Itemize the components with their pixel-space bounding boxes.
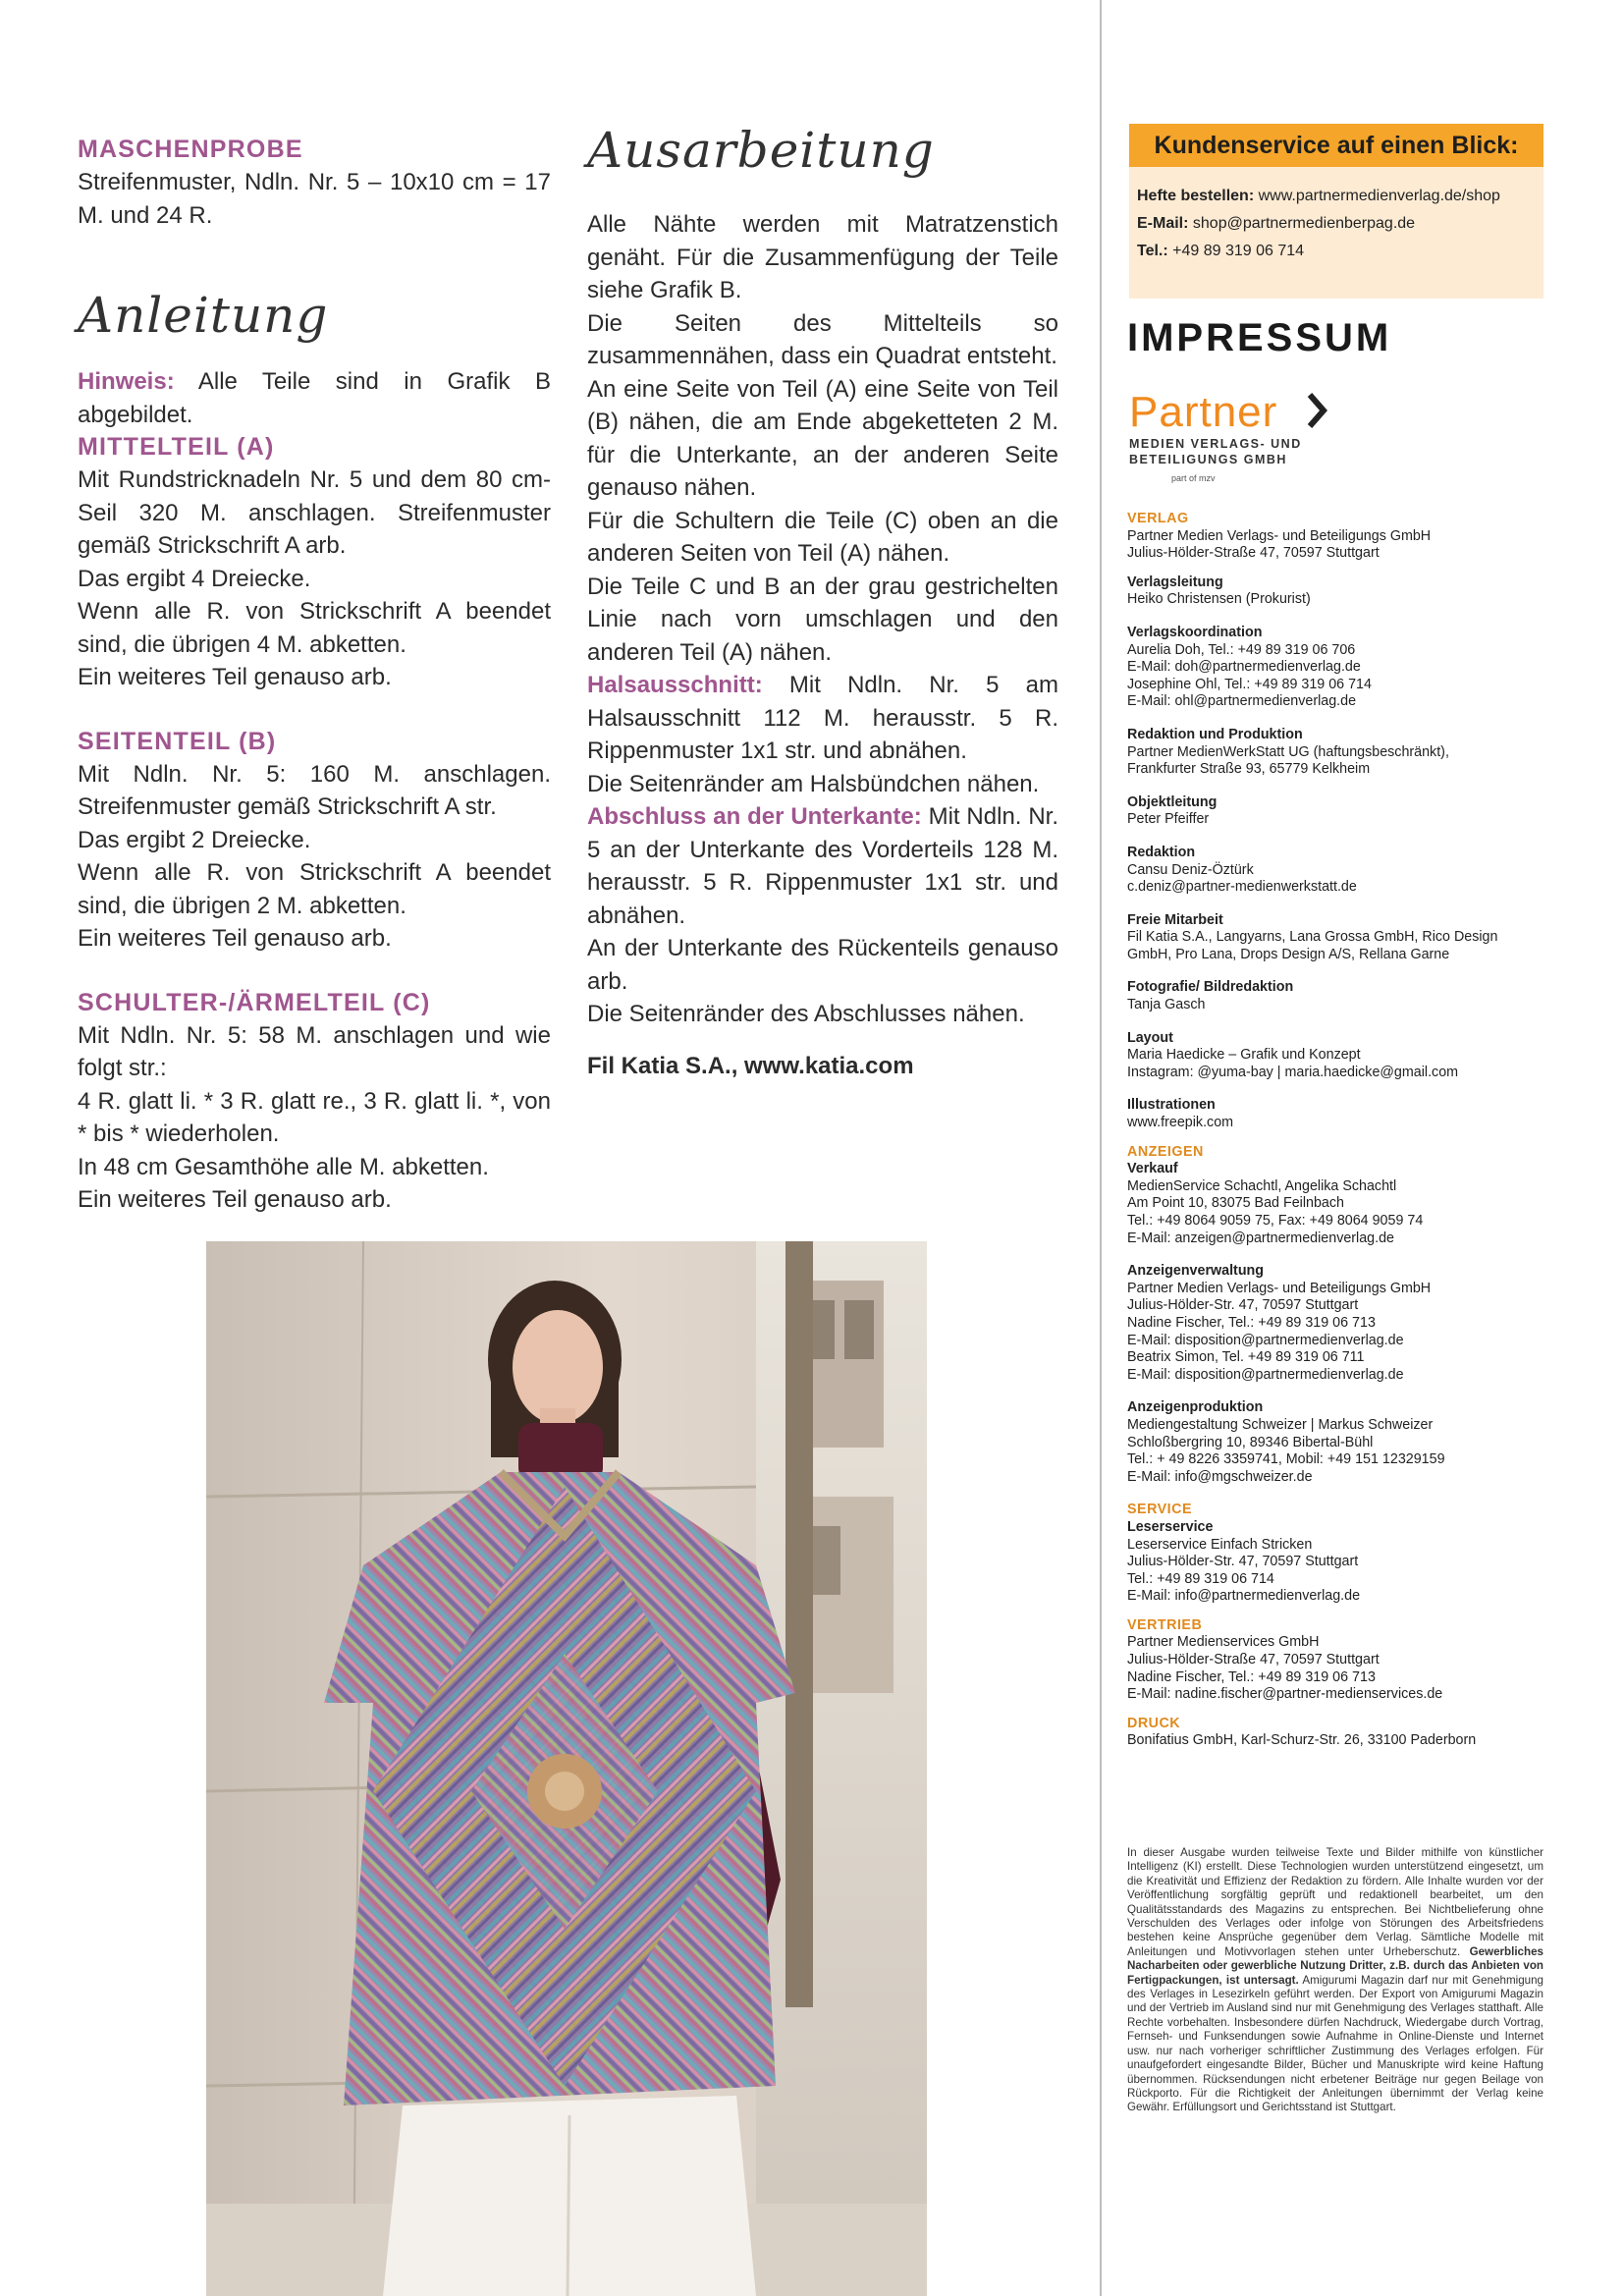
hinweis-text: Alle Teile sind in Grafik B abgebildet.: [78, 368, 551, 428]
impressum-line: E-Mail: disposition@partnermedienverlag.de: [1127, 1332, 1404, 1348]
schulter-line: 4 R. glatt li. * 3 R. glatt re., 3 R. glatt li. *, von * bis * wiederholen.: [78, 1087, 551, 1147]
seitenteil-heading: SEITENTEIL (B): [78, 727, 277, 755]
kundenservice-line-shop: [1137, 183, 1543, 210]
impressum-line: E-Mail: anzeigen@partnermedienverlag.de: [1127, 1230, 1395, 1246]
impressum-verlag: [1127, 511, 1543, 563]
logo-tag: part of mzv: [1171, 473, 1216, 483]
schulter-line: Ein weiteres Teil genauso arb.: [78, 1186, 392, 1213]
mittelteil-body: [78, 464, 551, 694]
impressum-label: Anzeigenproduktion: [1127, 1399, 1264, 1416]
seitenteil-line: Wenn alle R. von Strickschrift A beendet sind, die übrigen 2 M. abketten.: [78, 859, 551, 919]
impressum-line: Nadine Fischer, Tel.: +49 89 319 06 713: [1127, 1668, 1376, 1685]
impressum-line: Partner Medien Verlags- und Beteiligungs GmbH: [1127, 1280, 1432, 1296]
kundenservice-line-phone: [1137, 238, 1543, 265]
impressum-line: Julius-Hölder-Str. 47, 70597 Stuttgart: [1127, 1554, 1359, 1570]
impressum-line: E-Mail: info@partnermedienverlag.de: [1127, 1588, 1361, 1605]
mittelteil-line: Mit Rundstricknadeln Nr. 5 und dem 80 cm-Seil 320 M. anschlagen. Streifenmuster gemäß Strickschrift A arb.: [78, 466, 551, 559]
disclaimer-text: Amigurumi Magazin darf nur mit Genehmigung des Verlages in Lesezirkeln geführt werden. Der Export von Amigurumi Magazin und der Vertrieb im Ausland sind nur mit Genehmigung des Verlages statthaft. Alle Rechte vorbehalten. Insbesondere dürfen Nachdruck, Wiedergabe durch Vortrag, Fernseh- und Funksendungen sowie Aufnahme in Online-Dienste und Internet usw. nur nach vorheriger schriftlicher Zustimmung des Verlages erfolgen. Für unaufgefordert eingesandte Bilder, Bücher und Manuskripte wird keine Haftung übernommen. Rücksendungen nicht erbetener Beiträge nur gegen Beilage von Rückporto. Für die Richtigkeit der Anleitungen übernimmt der Verlag keine Gewähr. Erfüllungsort und Gerichtsstand ist Stuttgart.: [1127, 1973, 1543, 2114]
impressum-label: Anzeigenverwaltung: [1127, 1263, 1265, 1280]
impressum-line: MedienService Schachtl, Angelika Schachtl: [1127, 1177, 1397, 1194]
impressum-line: Frankfurter Straße 93, 65779 Kelkheim: [1127, 761, 1371, 778]
impressum-line: Aurelia Doh, Tel.: +49 89 319 06 706: [1127, 641, 1356, 658]
impressum-line: Bonifatius GmbH, Karl-Schurz-Str. 26, 33100 Paderborn: [1127, 1732, 1477, 1749]
impressum-line: Tel.: +49 8064 9059 75, Fax: +49 8064 9059 74: [1127, 1213, 1424, 1229]
impressum-line: Instagram: @yuma-bay | maria.haedicke@gmail.com: [1127, 1064, 1459, 1080]
impressum-line: www.freepik.com: [1127, 1115, 1234, 1131]
impressum-line: Partner Medien Verlags- und Beteiligungs GmbH: [1127, 527, 1432, 544]
impressum-label: Fotografie/ Bildredaktion: [1127, 979, 1294, 996]
maschenprobe-text: Streifenmuster, Ndln. Nr. 5 – 10x10 cm = 17 M. und 24 R.: [78, 169, 551, 229]
mittelteil-heading: MITTELTEIL (A): [78, 433, 275, 461]
impressum-line: Am Point 10, 83075 Bad Feilnbach: [1127, 1195, 1344, 1212]
kundenservice-title: Kundenservice auf einen Blick:: [1129, 124, 1543, 167]
kundenservice-label: Tel.:: [1137, 243, 1168, 259]
impressum-label: Redaktion: [1127, 844, 1196, 860]
instructions-column-left: [78, 134, 551, 1217]
impressum-line: Partner MedienWerkStatt UG (haftungsbeschränkt),: [1127, 743, 1449, 760]
impressum-anzeigen: [1127, 1144, 1543, 1248]
ausarbeitung-title: Ausarbeitung: [587, 122, 935, 179]
ausarbeitung-line: Für die Schultern die Teile (C) oben an die anderen Seiten von Teil (A) nähen.: [587, 507, 1058, 567]
impressum-illustrationen: [1127, 1097, 1543, 1131]
impressum-label: Verkauf: [1127, 1161, 1178, 1177]
impressum-label: Verlagskoordination: [1127, 624, 1263, 640]
abschluss-text: Mit Ndln. Nr. 5 an der Unterkante des Vorderteils 128 M. herausstr. 5 R. Rippenmuster 1x1 str. und abnähen.: [587, 803, 1058, 929]
abschluss-lead: Abschluss an der Unterkante:: [587, 803, 922, 830]
impressum-line: Heiko Christensen (Prokurist): [1127, 591, 1311, 608]
impressum-freie-mitarbeit: [1127, 912, 1543, 964]
section-head: SERVICE: [1127, 1502, 1193, 1518]
abschluss-paragraph: [587, 800, 1058, 932]
impressum-label: Leserservice: [1127, 1518, 1214, 1535]
impressum-line: Josephine Ohl, Tel.: +49 89 319 06 714: [1127, 676, 1372, 692]
impressum-line: Mediengestaltung Schweizer | Markus Schweizer: [1127, 1416, 1434, 1433]
schulter-line: Mit Ndln. Nr. 5: 58 M. anschlagen und wie folgt str.:: [78, 1021, 551, 1081]
seitenteil-body: [78, 758, 551, 956]
ausarbeitung-line: Die Seitenränder am Halsbündchen nähen.: [587, 770, 1040, 797]
schulter-heading: SCHULTER-/ÄRMELTEIL (C): [78, 988, 431, 1016]
kundenservice-box: [1129, 124, 1543, 299]
legal-disclaimer: [1127, 1846, 1543, 2115]
kundenservice-label: E-Mail:: [1137, 215, 1189, 232]
section-head: ANZEIGEN: [1127, 1143, 1204, 1160]
disclaimer-text: In dieser Ausgabe wurden teilweise Texte und Bilder mithilfe von künstlicher Intelligenz (KI) erstellt. Diese Technologien wurden unterstützend eingesetzt, um die Kreativität und Effizienz der Redaktion zu fördern. Alle Inhalte wurden vor der Veröffentlichung sorgfältig geprüft und redaktionell bearbeitet, um den Qualitätsstandards des Magazins zu entsprechen. Bei Nichtbelieferung ohne Verschulden des Verlages oder infolge von Störungen des Arbeitsfriedens bestehen keine Ansprüche gegenüber dem Verlag. Sämtliche Modelle mit Anleitungen und Motivvorlagen stehen unter Urheberschutz.: [1127, 1846, 1543, 1958]
impressum-verlagsleitung: [1127, 574, 1543, 609]
ausarbeitung-line: Alle Nähte werden mit Matratzenstich genäht. Für die Zusammenfügung der Teile siehe Grafik B.: [587, 211, 1058, 303]
impressum-heading: IMPRESSUM: [1127, 316, 1392, 359]
impressum-list: [1127, 511, 1543, 1766]
impressum-vertrieb: [1127, 1617, 1543, 1704]
hinweis-lead: Hinweis:: [78, 368, 175, 395]
section-head: VERLAG: [1127, 511, 1189, 526]
impressum-druck: [1127, 1716, 1543, 1750]
impressum-label: Objektleitung: [1127, 793, 1218, 810]
impressum-line: E-Mail: info@mgschweizer.de: [1127, 1468, 1313, 1485]
mittelteil-line: Ein weiteres Teil genauso arb.: [78, 664, 392, 690]
ausarbeitung-line: Die Teile C und B an der grau gestrichelten Linie nach vorn umschlagen und den anderen Teil (A) nähen.: [587, 573, 1058, 666]
column-divider: [1100, 0, 1102, 2296]
section-head: VERTRIEB: [1127, 1616, 1203, 1633]
kundenservice-line-email: [1137, 210, 1543, 238]
impressum-redaktion: [1127, 845, 1543, 897]
impressum-line: GmbH, Pro Lana, Drops Design A/S, Rellana Garne: [1127, 946, 1450, 962]
impressum-line: E-Mail: nadine.fischer@partner-medienservices.de: [1127, 1686, 1443, 1703]
mittelteil-line: Wenn alle R. von Strickschrift A beendet sind, die übrigen 4 M. abketten.: [78, 598, 551, 658]
ausarbeitung-line: Die Seitenränder des Abschlusses nähen.: [587, 1001, 1025, 1027]
impressum-anzeigenverwaltung: [1127, 1263, 1543, 1384]
impressum-line: Julius-Hölder-Str. 47, 70597 Stuttgart: [1127, 1297, 1359, 1314]
impressum-label: Verlagsleitung: [1127, 574, 1223, 590]
impressum-line: Tanja Gasch: [1127, 997, 1206, 1013]
impressum-line: Nadine Fischer, Tel.: +49 89 319 06 713: [1127, 1314, 1376, 1331]
phone-number: +49 89 319 06 714: [1167, 243, 1305, 259]
kundenservice-lines: [1129, 167, 1543, 265]
ausarbeitung-line: Die Seiten des Mittelteils so zusammennähen, dass ein Quadrat entsteht.: [587, 309, 1058, 369]
impressum-label: Freie Mitarbeit: [1127, 911, 1223, 928]
impressum-fotografie: [1127, 979, 1543, 1013]
seitenteil-line: Mit Ndln. Nr. 5: 160 M. anschlagen. Streifenmuster gemäß Strickschrift A str.: [78, 760, 551, 820]
logo-sub1: MEDIEN VERLAGS- UND: [1129, 437, 1302, 451]
halsausschnitt-lead: Halsausschnitt:: [587, 672, 763, 698]
impressum-line: Beatrix Simon, Tel. +49 89 319 06 711: [1127, 1349, 1365, 1366]
halsausschnitt-paragraph: [587, 669, 1058, 768]
schulter-body: [78, 1019, 551, 1217]
model-photo: [206, 1241, 927, 2296]
impressum-label: Illustrationen: [1127, 1097, 1216, 1114]
impressum-line: Schloßbergring 10, 89346 Bibertal-Bühl: [1127, 1434, 1374, 1450]
impressum-line: E-Mail: ohl@partnermedienverlag.de: [1127, 693, 1357, 710]
maschenprobe-heading: MASCHENPROBE: [78, 136, 303, 163]
impressum-line: Peter Pfeiffer: [1127, 811, 1210, 828]
instructions-column-middle: [587, 122, 1058, 1080]
impressum-redaktion-produktion: [1127, 727, 1543, 779]
impressum-line: Julius-Hölder-Straße 47, 70597 Stuttgart: [1127, 1652, 1380, 1668]
ausarbeitung-body: [587, 208, 1058, 1031]
designer-credit: Fil Katia S.A., www.katia.com: [587, 1052, 914, 1079]
impressum-line: Cansu Deniz-Öztürk: [1127, 861, 1254, 878]
impressum-line: Leserservice Einfach Stricken: [1127, 1536, 1313, 1553]
impressum-line: Fil Katia S.A., Langyarns, Lana Grossa GmbH, Rico Design: [1127, 929, 1498, 946]
impressum-anzeigenproduktion: [1127, 1399, 1543, 1486]
impressum-line: Tel.: + 49 8226 3359741, Mobil: +49 151 12329159: [1127, 1451, 1445, 1468]
halsausschnitt-text: Mit Ndln. Nr. 5 am Halsausschnitt 112 M. herausstr. 5 R. Rippenmuster 1x1 str. und abnähen.: [587, 672, 1058, 764]
mittelteil-line: Das ergibt 4 Dreiecke.: [78, 565, 311, 592]
impressum-label: Layout: [1127, 1029, 1173, 1046]
email-link[interactable]: shop@partnermedienberpag.de: [1188, 215, 1416, 232]
impressum-line: Maria Haedicke – Grafik und Konzept: [1127, 1047, 1361, 1064]
seitenteil-line: Das ergibt 2 Dreiecke.: [78, 826, 311, 853]
impressum-objektleitung: [1127, 794, 1543, 829]
hinweis-paragraph: [78, 365, 551, 431]
impressum-line: c.deniz@partner-medienwerkstatt.de: [1127, 879, 1357, 896]
anleitung-title: Anleitung: [78, 287, 329, 344]
impressum-service: [1127, 1502, 1543, 1606]
logo-word: Partner: [1129, 388, 1278, 436]
section-head: DRUCK: [1127, 1715, 1181, 1731]
impressum-line: Tel.: +49 89 319 06 714: [1127, 1570, 1274, 1587]
schulter-line: In 48 cm Gesamthöhe alle M. abketten.: [78, 1153, 489, 1180]
impressum-line: E-Mail: doh@partnermedienverlag.de: [1127, 659, 1361, 676]
impressum-line: Partner Medienservices GmbH: [1127, 1634, 1320, 1651]
impressum-verlagskoordination: [1127, 625, 1543, 711]
ausarbeitung-line: An eine Seite von Teil (A) eine Seite von Teil (B) nähen, die am Ende abgeketteten 2 M. für die Unterkante, an der anderen Seite genauso nähen.: [587, 375, 1058, 501]
ausarbeitung-line: An der Unterkante des Rückenteils genauso arb.: [587, 935, 1058, 995]
kundenservice-label: Hefte bestellen:: [1137, 188, 1255, 204]
shop-link[interactable]: www.partnermedienverlag.de/shop: [1254, 188, 1500, 204]
impressum-line: E-Mail: disposition@partnermedienverlag.de: [1127, 1366, 1404, 1383]
seitenteil-line: Ein weiteres Teil genauso arb.: [78, 925, 392, 952]
disclaimer-bold: Gewerbliches Nacharbeiten oder gewerbliche Nutzung Dritter, z.B. durch das Anbieten von Fertigpackungen, ist untersagt.: [1127, 1944, 1543, 1987]
logo-sub2: BETEILIGUNGS GMBH: [1129, 453, 1287, 466]
impressum-label: Redaktion und Produktion: [1127, 726, 1303, 742]
impressum-layout: [1127, 1030, 1543, 1082]
partner-logo: [1127, 387, 1333, 489]
impressum-line: Julius-Hölder-Straße 47, 70597 Stuttgart: [1127, 545, 1380, 562]
